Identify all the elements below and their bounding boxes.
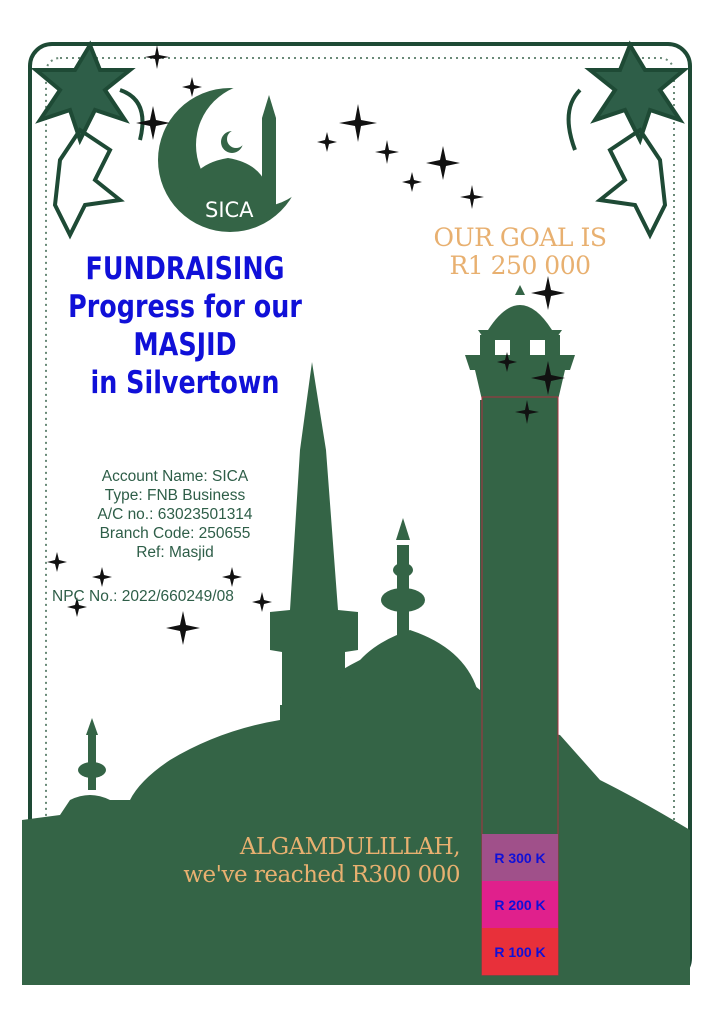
npc-number: NPC No.: 2022/660249/08 [52,588,234,605]
progress-level-label: R 100 K [494,944,546,960]
reached-line-2: we've reached R300 000 [183,862,460,888]
account-name: Account Name: SICA [101,468,249,485]
goal-line-1: OUR GOAL IS [433,223,607,252]
account-details [40,467,310,562]
corner-ornament-right [569,45,684,235]
goal-text [420,224,620,280]
headline-line-4: in Silvertown [90,365,280,401]
progress-level-label: R 300 K [494,850,546,866]
payment-reference: Ref: Masjid [136,544,214,561]
headline [66,250,304,402]
goal-amount: R1 250 000 [449,251,591,280]
account-type: Type: FNB Business [104,487,246,504]
logo-text: SICA [205,198,254,222]
headline-line-3: MASJID [133,327,237,363]
headline-line-2: Progress for our [68,289,302,325]
mosque-silhouette [22,362,690,985]
corner-ornament-left [36,45,143,235]
progress-level-label: R 200 K [494,897,546,913]
reached-text [110,833,460,889]
account-number: A/C no.: 63023501314 [97,506,253,523]
headline-line-1: FUNDRAISING [85,251,285,287]
branch-code: Branch Code: 250655 [99,525,251,542]
reached-line-1: ALGAMDULILLAH, [239,834,460,860]
